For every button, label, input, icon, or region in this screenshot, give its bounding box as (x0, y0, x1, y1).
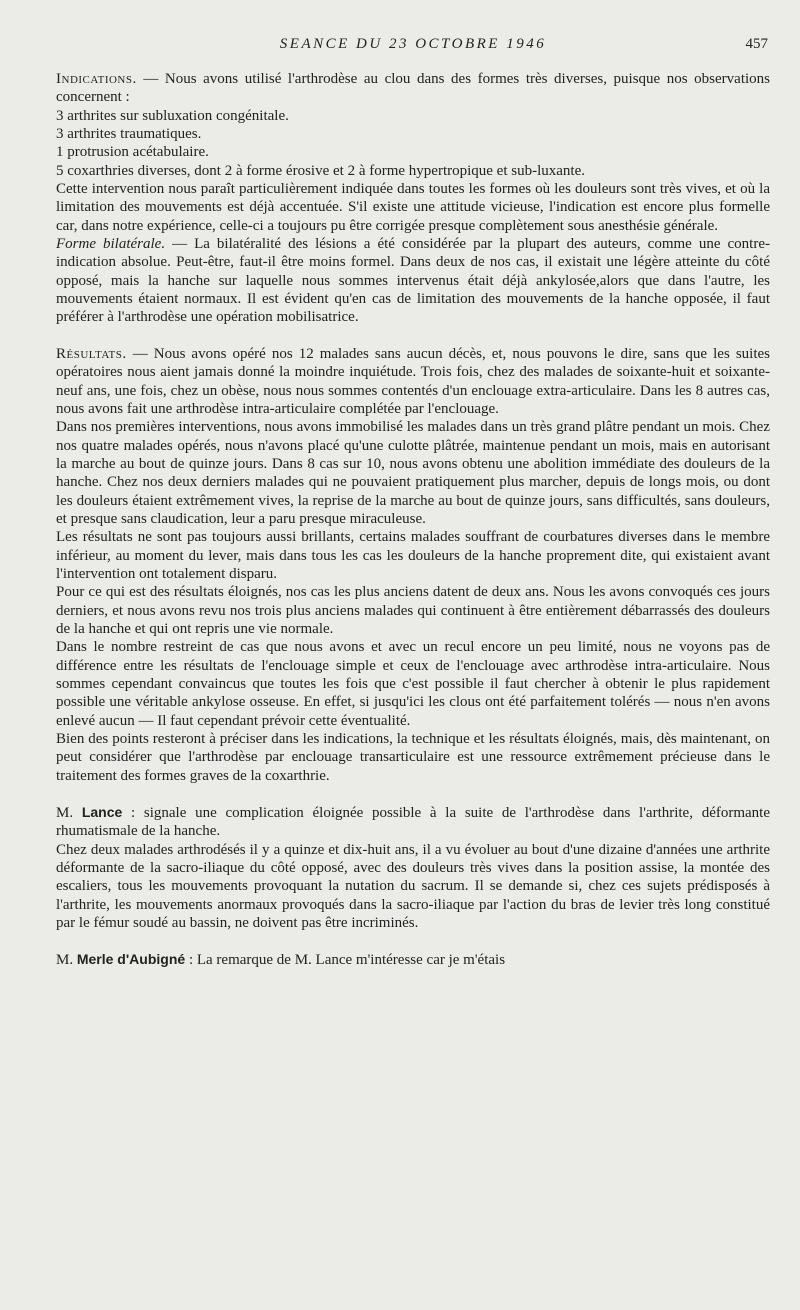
results-paragraph-3: Les résultats ne sont pas toujours aussi brillants, certains malades souffrant de courbatures diverses dans le membre inférieur, au moment du lever, mais dans tous les cas les douleurs de la hanche proprement dite, qui existaient avant l'intervention ont totalement disparu. (56, 529, 770, 582)
indications-heading: Indications. (56, 71, 137, 87)
section-gap (56, 932, 770, 950)
results-paragraph-5: Dans le nombre restreint de cas que nous avons et avec un recul encore un peu limité, nous ne voyons pas de différence entre les résultats de l'enclouage simple et ceux de l'enclouage avec arthrodèse intra-articulaire. Nous sommes cependant convaincus que toutes les fois que c'est possible il faut chercher à obtenir le plus rapidement possible une véritable ankylose osseuse. En effet, si jusqu'ici les clous ont été parfaitement tolérés — nous n'en avons enlevé aucun — Il faut cependant prévoir cette éventualité. (56, 639, 770, 729)
speaker-name-lance: Lance (81, 804, 123, 821)
lance-text: : signale une complication éloignée possible à la suite de l'arthrodèse dans l'arthrite, déformante rhumatismale de la hanche. (56, 805, 770, 840)
results-paragraph-6: Bien des points resteront à préciser dans les indications, la technique et les résultats éloignés, mais, dès maintenant, on peut considérer que l'arthrodèse par enclouage transarticulaire est une ressource extrêmement précieuse dans le traitement des formes graves de la coxarthrie. (56, 731, 770, 784)
speaker-name-merle: Merle d'Aubigné (76, 951, 186, 968)
running-header (56, 36, 770, 58)
results-paragraph-4: Pour ce qui est des résultats éloignés, nos cas les plus anciens datent de deux ans. Nous les avons convoqués ces jours derniers, et nous avons revu nos trois plus anciens malades qui continuent à être entièrement débarrassés des douleurs de la hanche et qui ont repris une vie normale. (56, 584, 770, 637)
indication-item: 5 coxarthries diverses, dont 2 à forme érosive et 2 à forme hypertropique et sub-luxante. (56, 162, 585, 179)
merle-text: : La remarque de M. Lance m'intéresse car je m'étais (185, 952, 506, 969)
bilateral-paragraph (56, 235, 770, 327)
section-gap (56, 327, 770, 345)
lance-prefix: M. (56, 805, 82, 822)
results-heading: Résultats. (56, 345, 127, 362)
running-title: SEANCE DU 23 OCTOBRE 1946 (279, 36, 547, 52)
bilateral-label: Forme bilatérale. (56, 236, 166, 253)
indications-paragraph-2: Cette intervention nous paraît particulièrement indiquée dans toutes les formes où les douleurs sont très vives, et où la limitation des mouvements est déjà accentuée. S'il existe une attitude vicieuse, l'indication est encore plus formelle car, dans notre expérience, celle-ci a toujours pu être corrigée presque complètement sous anesthésie générale. (56, 181, 770, 234)
body-text (56, 70, 770, 970)
merle-paragraph (56, 950, 770, 969)
indication-item: 3 arthrites sur subluxation congénitale. (56, 107, 289, 124)
lance-paragraph-2: Chez deux malades arthrodésés il y a quinze et dix-huit ans, il a vu évoluer au bout d'une dizaine d'années une arthrite déformante de la sacro-iliaque du côté opposé, avec des douleurs très vives dans la position assise, la montée des escaliers, tous les mouvements provoquant la nutation du sacrum. Il se demande si, chez ces sujets prédisposés à l'arthrite, les mouvements anormaux provoqués dans la sacro-iliaque par l'action du bras de levier très long constitué par le fémur soudé au bassin, ne doivent pas être incriminés. (56, 841, 770, 932)
section-gap (56, 785, 770, 803)
indication-item: 1 protrusion acétabulaire. (56, 144, 209, 161)
indications-paragraph (56, 70, 770, 107)
indications-intro: — Nous avons utilisé l'arthrodèse au clou dans des formes très diverses, puisque nos observations concernent : (56, 71, 770, 106)
merle-prefix: M. (56, 952, 77, 969)
lance-paragraph (56, 803, 770, 841)
indication-item: 3 arthrites traumatiques. (56, 126, 202, 143)
results-paragraph (56, 345, 770, 418)
bilateral-text: — La bilatéralité des lésions a été considérée par la plupart des auteurs, comme une contre-indication absolue. Peut-être, faut-il être moins formel. Dans deux de nos cas, il existait une légère atteinte du côté opposé, mais la hanche sur laquelle nous sommes intervenus était déjà ankylosée,alors que dans l'autre, les mouvements étaient normaux. Il est évident qu'en cas de limitation des mouvements de la hanche opposée, il faut préférer à l'arthrodèse une opération mobilisatrice. (56, 236, 770, 326)
results-paragraph-2: Dans nos premières interventions, nous avons immobilisé les malades dans un très grand plâtre pendant un mois. Chez nos quatre malades opérés, nous n'avons placé qu'une culotte plâtrée, maintenue pendant un mois, mais en autorisant la marche au bout de quinze jours. Dans 8 cas sur 10, nous avons obtenu une abolition immédiate des douleurs de la hanche. Chez nos deux derniers malades qui ne pouvaient pratiquement plus marcher, depuis de longs mois, ou dont les douleurs étaient extrêmement vives, la reprise de la marche au bout de quinze jours, sans difficultés, sans douleurs, et presque sans claudication, leur a paru presque miraculeuse. (56, 419, 770, 527)
page-number: 457 (745, 36, 768, 52)
results-text: — Nous avons opéré nos 12 malades sans aucun décès, et, nous pouvons le dire, sans que les suites opératoires nous aient jamais donné la moindre inquiétude. Trois fois, chez des malades de soixante-huit et soixante-neuf ans, une fois, chez un obèse, nous nous sommes contentés d'un enclouage extra-articulaire. Dans les 8 autres cas, nous avons fait une arthrodèse intra-articulaire complétée par l'enclouage. (56, 345, 770, 417)
